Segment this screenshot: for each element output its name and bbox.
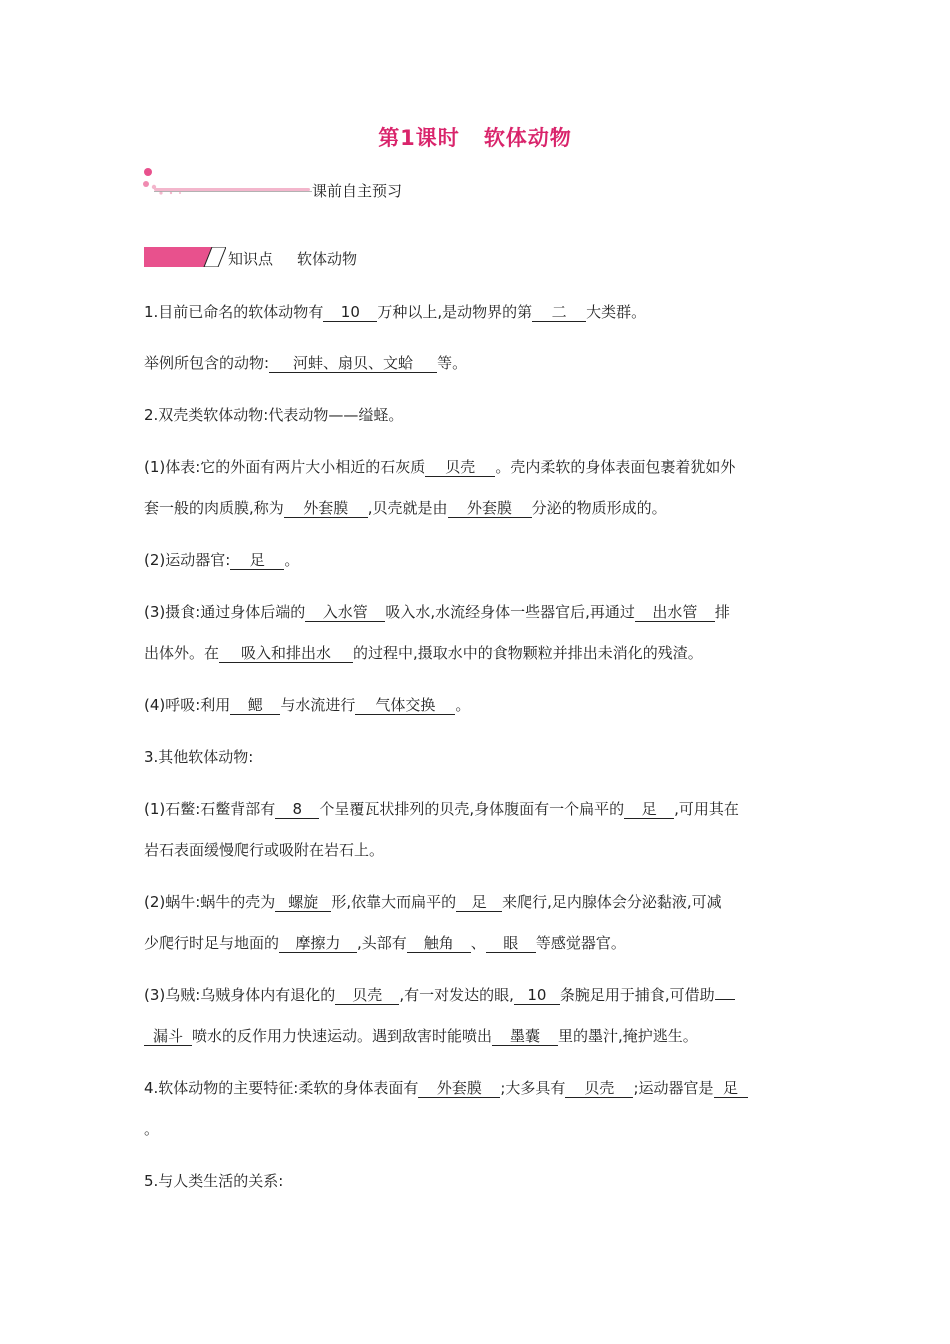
text: (1)体表:它的外面有两片大小相近的石灰质 bbox=[144, 458, 426, 476]
text: 万种以上,是动物界的第 bbox=[377, 303, 533, 321]
text: 个呈覆瓦状排列的贝壳,身体腹面有一个扁平的 bbox=[319, 800, 625, 818]
text: ;运动器官是 bbox=[633, 1079, 714, 1097]
answer-blank: 10 bbox=[323, 303, 377, 322]
text: (2)运动器官: bbox=[144, 551, 231, 569]
answer-blank: 河蚌、扇贝、文蛤 bbox=[269, 354, 437, 373]
text: 1.目前已命名的软体动物有 bbox=[144, 303, 324, 321]
q3-p1-line2: 岩石表面缓慢爬行或吸附在岩石上。 bbox=[144, 841, 385, 859]
answer-blank: 贝壳 bbox=[565, 1079, 633, 1098]
q2-p1-line1 bbox=[144, 456, 735, 477]
text: 4.软体动物的主要特征:柔软的身体表面有 bbox=[144, 1079, 419, 1097]
answer-blank: 贝壳 bbox=[425, 458, 495, 477]
text: 。 bbox=[284, 551, 300, 569]
q4-line1 bbox=[144, 1077, 748, 1098]
text: 来爬行,足内腺体会分泌黏液,可减 bbox=[502, 893, 722, 911]
text: (3)乌贼:乌贼身体内有退化的 bbox=[144, 986, 336, 1004]
answer-blank: 墨囊 bbox=[492, 1027, 558, 1046]
answer-blank: 外套膜 bbox=[418, 1079, 500, 1098]
text: 套一般的肉质膜,称为 bbox=[144, 499, 284, 517]
text: 。 bbox=[455, 696, 471, 714]
answer-blank: 10 bbox=[514, 986, 560, 1005]
answer-blank: 出水管 bbox=[635, 603, 715, 622]
text: 的过程中,摄取水中的食物颗粒并排出未消化的残渣。 bbox=[353, 644, 703, 662]
text: ,可用其在 bbox=[674, 800, 739, 818]
text: ;大多具有 bbox=[500, 1079, 566, 1097]
answer-blank: 外套膜 bbox=[284, 499, 368, 518]
text: 排 bbox=[714, 603, 730, 621]
text: ,贝壳就是由 bbox=[367, 499, 448, 517]
title-lesson: 第1课时 bbox=[378, 126, 460, 150]
text: 分泌的物质形成的。 bbox=[531, 499, 667, 517]
q2-p3-line1 bbox=[144, 601, 730, 622]
text: (4)呼吸:利用 bbox=[144, 696, 231, 714]
text: 等感觉器官。 bbox=[535, 934, 626, 952]
q3-p3-line2 bbox=[144, 1025, 698, 1046]
q4-line2: 。 bbox=[144, 1120, 160, 1138]
answer-blank: 足 bbox=[456, 893, 502, 912]
text: ,有一对发达的眼, bbox=[399, 986, 514, 1004]
answer-blank: 贝壳 bbox=[335, 986, 399, 1005]
page-title bbox=[0, 122, 950, 152]
answer-blank: 漏斗 bbox=[144, 1027, 192, 1046]
answer-blank: 足 bbox=[714, 1079, 748, 1098]
knowledge-point-tag bbox=[144, 247, 226, 267]
answer-blank: 吸入和排出水 bbox=[219, 644, 353, 663]
answer-blank: 螺旋 bbox=[275, 893, 331, 912]
q3-p2-line2 bbox=[144, 932, 626, 953]
answer-blank: 外套膜 bbox=[448, 499, 532, 518]
answer-blank: 摩擦力 bbox=[279, 934, 357, 953]
q2-p3-line2 bbox=[144, 642, 703, 663]
answer-blank: 入水管 bbox=[305, 603, 385, 622]
text: (1)石鳖:石鳖背部有 bbox=[144, 800, 276, 818]
q3-heading: 3.其他软体动物: bbox=[144, 748, 254, 766]
q1-line2 bbox=[144, 352, 467, 373]
answer-blank: 触角 bbox=[407, 934, 471, 953]
answer-blank: 眼 bbox=[486, 934, 536, 953]
text: (2)蜗牛:蜗牛的壳为 bbox=[144, 893, 276, 911]
text: 少爬行时足与地面的 bbox=[144, 934, 280, 952]
text: 条腕足用于捕食,可借助 bbox=[559, 986, 715, 1004]
text: 大类群。 bbox=[586, 303, 647, 321]
answer-blank: 二 bbox=[532, 303, 586, 322]
answer-blank bbox=[715, 999, 735, 1000]
answer-blank: 鳃 bbox=[230, 696, 280, 715]
answer-blank: 足 bbox=[230, 551, 284, 570]
q5-heading: 5.与人类生活的关系: bbox=[144, 1172, 284, 1190]
q2-p2 bbox=[144, 549, 299, 570]
text: 。壳内柔软的身体表面包裹着犹如外 bbox=[495, 458, 736, 476]
text: 喷水的反作用力快速运动。遇到敌害时能喷出 bbox=[192, 1027, 493, 1045]
knowledge-point-label: 知识点 bbox=[228, 250, 274, 268]
text: (3)摄食:通过身体后端的 bbox=[144, 603, 306, 621]
knowledge-point-topic: 软体动物 bbox=[297, 250, 358, 268]
text: 、 bbox=[470, 934, 486, 952]
q3-p1-line1 bbox=[144, 798, 739, 819]
q2-heading: 2.双壳类软体动物:代表动物——缢蛏。 bbox=[144, 406, 404, 424]
text: ,头部有 bbox=[357, 934, 407, 952]
text: 等。 bbox=[437, 354, 468, 372]
q2-p4 bbox=[144, 694, 470, 715]
text: 吸入水,水流经身体一些器官后,再通过 bbox=[385, 603, 635, 621]
answer-blank: 8 bbox=[275, 800, 319, 819]
text: 出体外。在 bbox=[144, 644, 220, 662]
q3-p3-line1 bbox=[144, 984, 735, 1005]
q1-line1 bbox=[144, 301, 646, 322]
q2-p1-line2 bbox=[144, 497, 667, 518]
answer-blank: 气体交换 bbox=[355, 696, 455, 715]
title-topic: 软体动物 bbox=[483, 126, 572, 150]
text: 里的墨汁,掩护逃生。 bbox=[558, 1027, 698, 1045]
text: 形,依靠大而扁平的 bbox=[331, 893, 457, 911]
q3-p2-line1 bbox=[144, 891, 722, 912]
answer-blank: 足 bbox=[624, 800, 674, 819]
text: 与水流进行 bbox=[280, 696, 356, 714]
text: 举例所包含的动物: bbox=[144, 354, 270, 372]
section-banner-title: 课前自主预习 bbox=[312, 182, 403, 200]
knowledge-point-heading bbox=[228, 248, 357, 269]
